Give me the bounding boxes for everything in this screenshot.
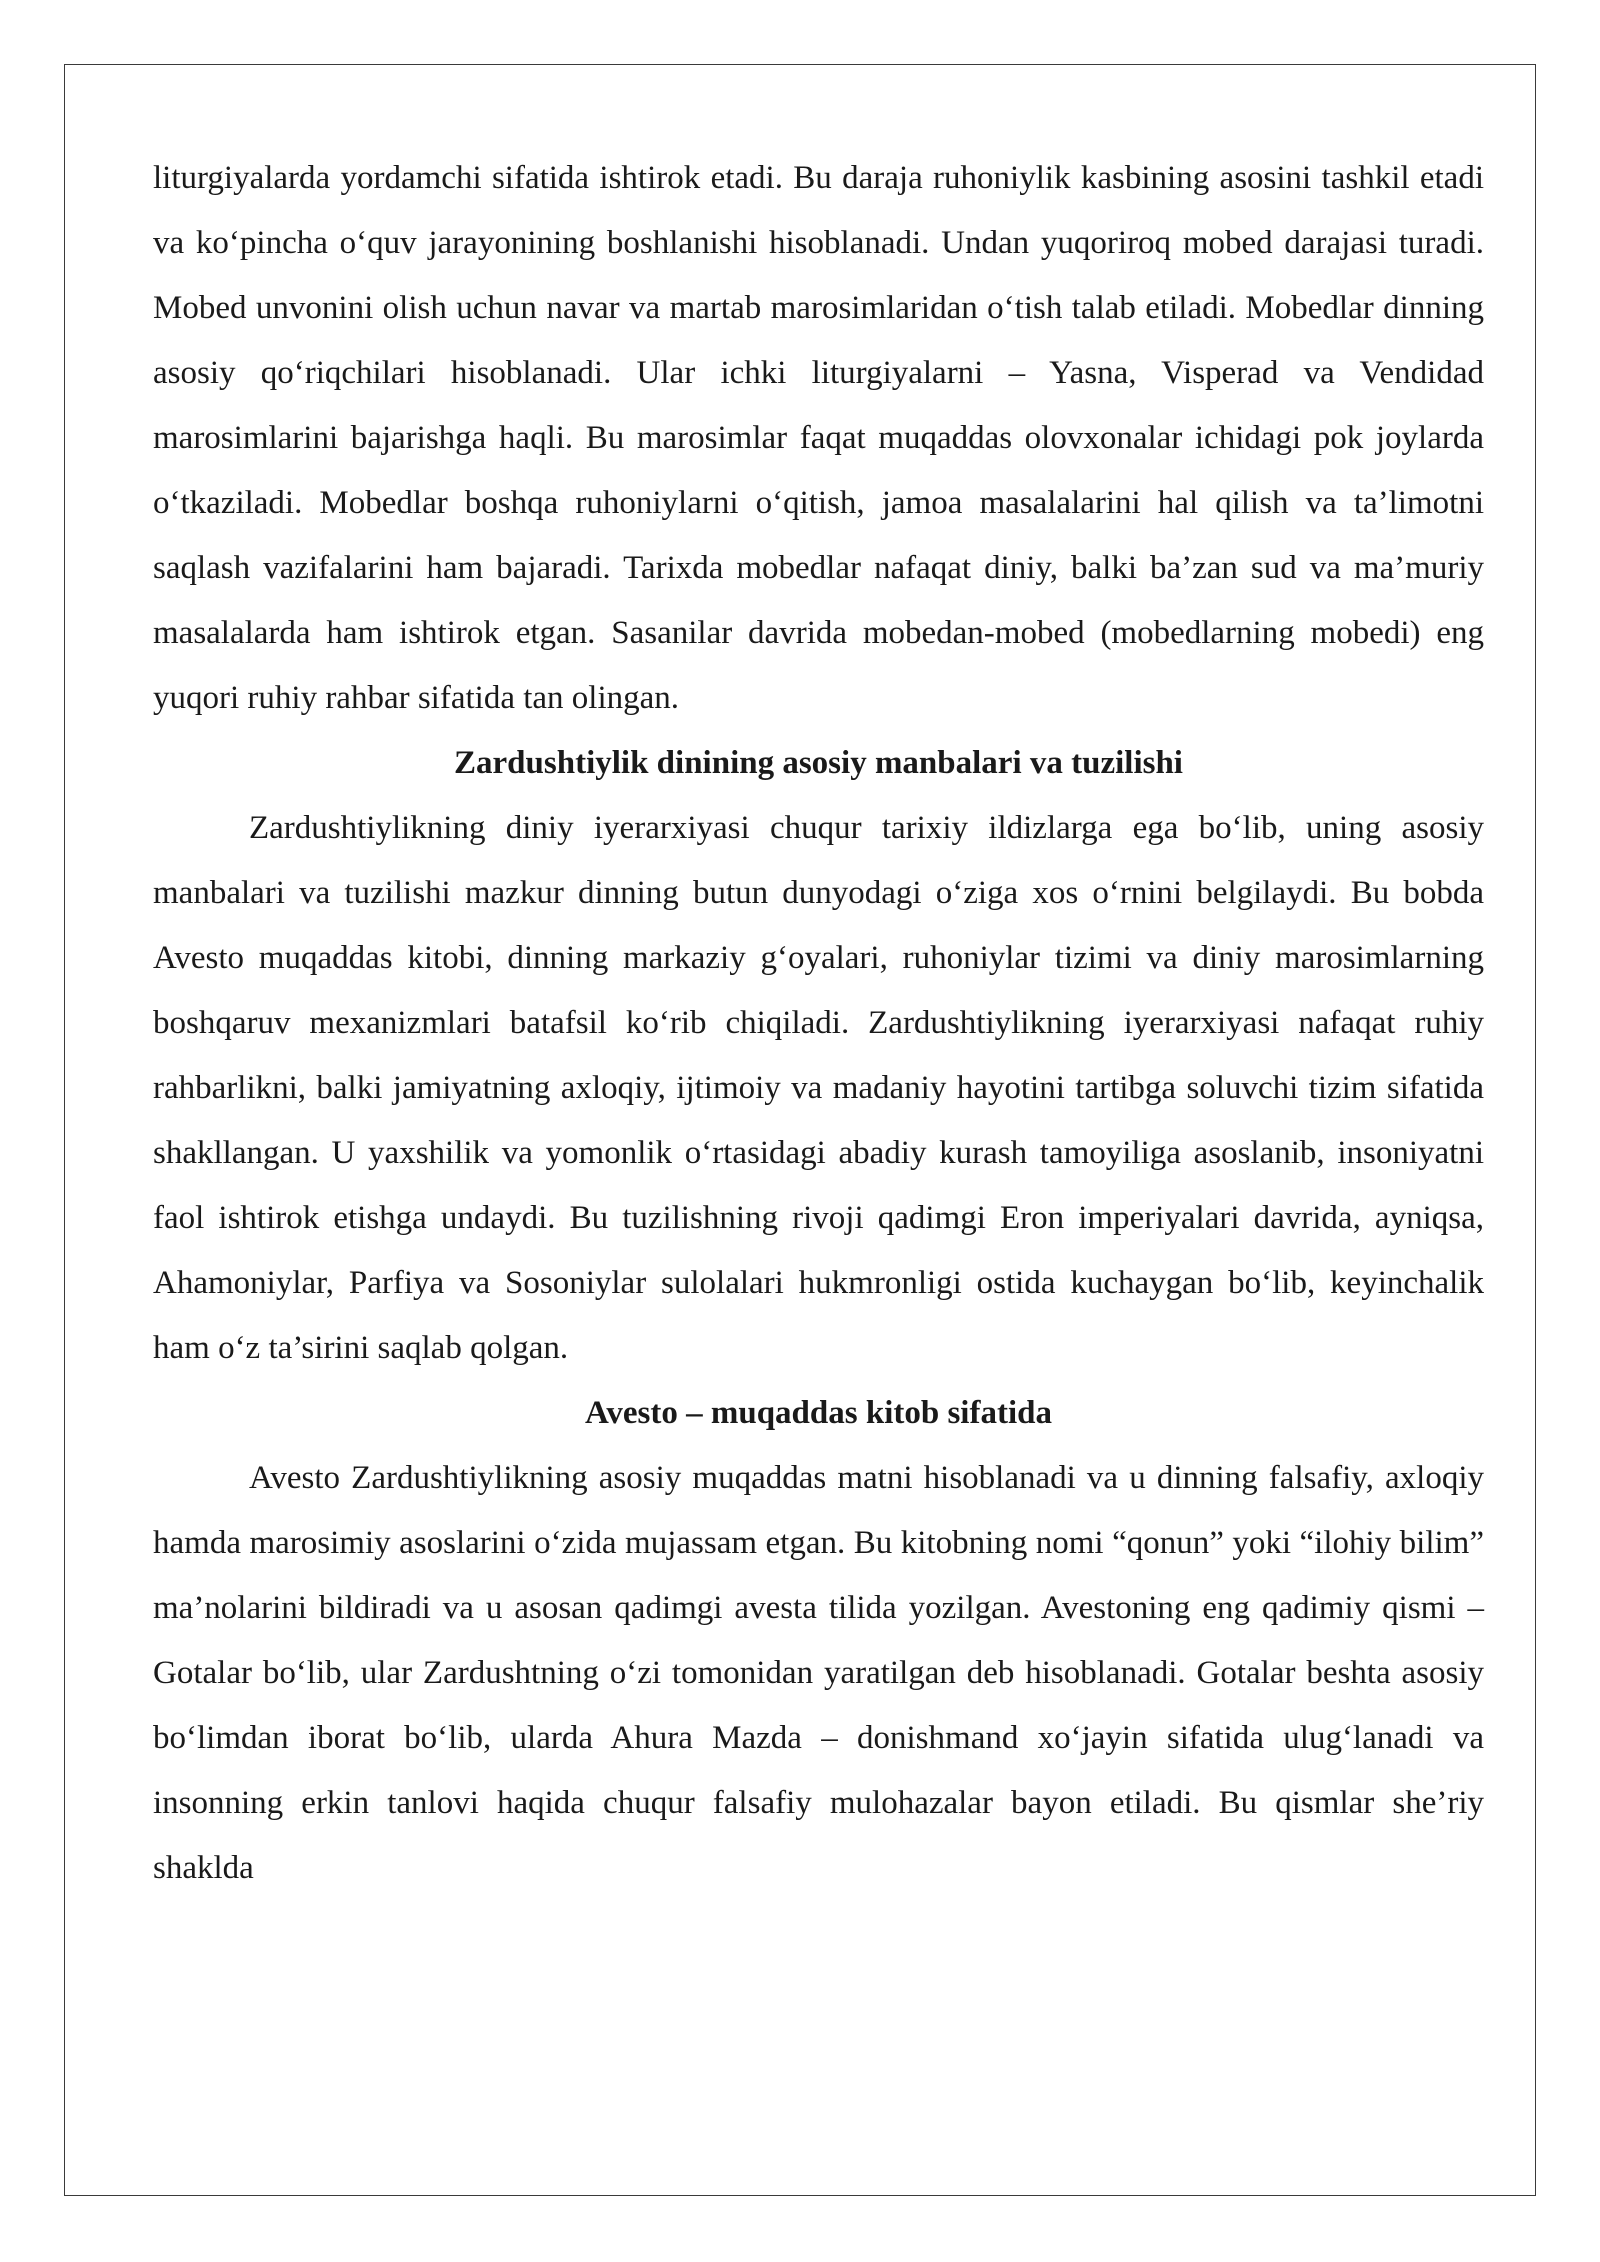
- section-heading-avesto: Avesto – muqaddas kitob sifatida: [585, 1395, 1052, 1431]
- document-body: [153, 146, 1484, 1901]
- section-heading-sources: Zardushtiylik dinining asosiy manbalari va tuzilishi: [454, 745, 1183, 781]
- paragraph-continuation: liturgiyalarda yordamchi sifatida ishtirok etadi. Bu daraja ruhoniylik kasbining asosini tashkil etadi va ko‘pincha o‘quv jarayonining boshlanishi hisoblanadi. Undan yuqoriroq mobed darajasi turadi. Mobed unvonini olish uchun navar va martab marosimlaridan o‘tish talab etiladi. Mobedlar dinning asosiy qo‘riqchilari hisoblanadi. Ular ichki liturgiyalarni – Yasna, Visperad va Vendidad marosimlarini bajarishga haqli. Bu marosimlar faqat muqaddas olovxonalar ichidagi pok joylarda o‘tkaziladi. Mobedlar boshqa ruhoniylarni o‘qitish, jamoa masalalarini hal qilish va ta’limotni saqlash vazifalarini ham bajaradi. Tarixda mobedlar nafaqat diniy, balki ba’zan sud va ma’muriy masalalarda ham ishtirok etgan. Sasanilar davrida mobedan-mobed (mobedlarning mobedi) eng yuqori ruhiy rahbar sifatida tan olingan.: [153, 160, 1484, 716]
- paragraph-avesto: Avesto Zardushtiylikning asosiy muqaddas matni hisoblanadi va u dinning falsafiy, axloqiy hamda marosimiy asoslarini o‘zida mujassam etgan. Bu kitobning nomi “qonun” yoki “ilohiy bilim” ma’nolarini bildiradi va u asosan qadimgi avesta tilida yozilgan. Avestoning eng qadimiy qismi – Gotalar bo‘lib, ular Zardushtning o‘zi tomonidan yaratilgan deb hisoblanadi. Gotalar beshta asosiy bo‘limdan iborat bo‘lib, ularda Ahura Mazda – donishmand xo‘jayin sifatida ulug‘lanadi va insonning erkin tanlovi haqida chuqur falsafiy mulohazalar bayon etiladi. Bu qismlar she’riy shaklda: [153, 1460, 1484, 1886]
- paragraph-hierarchy: Zardushtiylikning diniy iyerarxiyasi chuqur tarixiy ildizlarga ega bo‘lib, uning asosiy manbalari va tuzilishi mazkur dinning butun dunyodagi o‘ziga xos o‘rnini belgilaydi. Bu bobda Avesto muqaddas kitobi, dinning markaziy g‘oyalari, ruhoniylar tizimi va diniy marosimlarning boshqaruv mexanizmlari batafsil ko‘rib chiqiladi. Zardushtiylikning iyerarxiyasi nafaqat ruhiy rahbarlikni, balki jamiyatning axloqiy, ijtimoiy va madaniy hayotini tartibga soluvchi tizim sifatida shakllangan. U yaxshilik va yomonlik o‘rtasidagi abadiy kurash tamoyiliga asoslanib, insoniyatni faol ishtirok etishga undaydi. Bu tuzilishning rivoji qadimgi Eron imperiyalari davrida, ayniqsa, Ahamoniylar, Parfiya va Sosoniylar sulolalari hukmronligi ostida kuchaygan bo‘lib, keyinchalik ham o‘z ta’sirini saqlab qolgan.: [153, 810, 1484, 1366]
